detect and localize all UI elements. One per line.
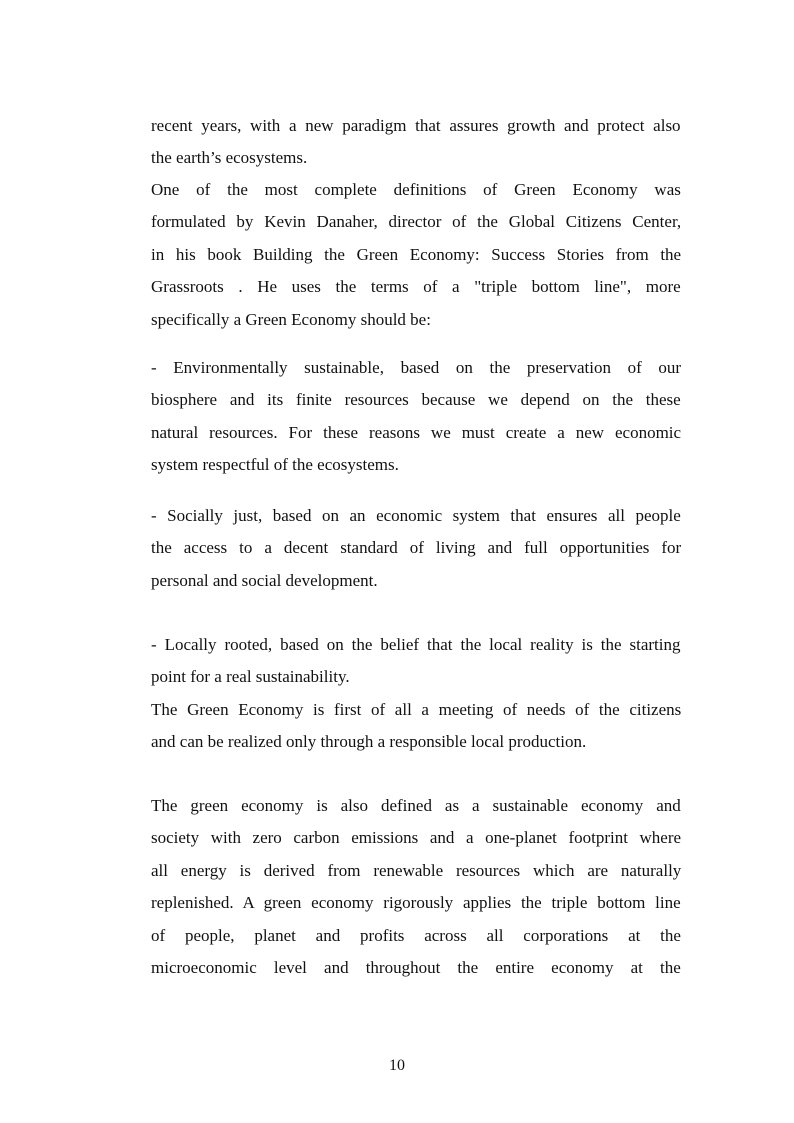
paragraph-line: replenished. A green economy rigorously applies the triple bottom line (151, 893, 681, 913)
page-number: 10 (389, 1057, 405, 1074)
paragraph-definition (151, 174, 681, 336)
paragraph-line: - Socially just, based on an economic system that ensures all people (151, 506, 681, 525)
paragraph-line: system respectful of the ecosystems. (151, 455, 399, 475)
paragraph-line: and can be realized only through a responsible local production. (151, 732, 587, 752)
paragraph-local (151, 629, 681, 694)
paragraph-line: the access to a decent standard of living and full opportunities for (151, 538, 682, 558)
paragraph-line: Grassroots . He uses the terms of a "triple bottom line", more (151, 277, 681, 297)
paragraph-line: One of the most complete definitions of Green Economy was (151, 180, 681, 199)
paragraph-line: society with zero carbon emissions and a one-planet footprint where (151, 828, 682, 848)
paragraph-environmental (151, 352, 681, 482)
paragraph-line: - Locally rooted, based on the belief that the local reality is the starting (151, 635, 681, 654)
paragraph-line: point for a real sustainability. (151, 667, 350, 687)
paragraph-line: recent years, with a new paradigm that assures growth and protect also (151, 116, 681, 135)
paragraph-line: The Green Economy is first of all a meeting of needs of the citizens (151, 700, 682, 719)
paragraph-social (151, 500, 681, 597)
paragraph-line: The green economy is also defined as a sustainable economy and (151, 796, 681, 815)
paragraph-line: of people, planet and profits across all corporations at the (151, 925, 681, 945)
paragraph-line: the earth’s ecosystems. (151, 148, 308, 168)
paragraph-line: microeconomic level and throughout the entire economy at the (151, 958, 681, 978)
paragraph-line: specifically a Green Economy should be: (151, 309, 431, 329)
paragraph-line: - Environmentally sustainable, based on the preservation of our (151, 358, 682, 377)
paragraph-line: personal and social development. (151, 570, 378, 590)
paragraph-intro (151, 110, 681, 175)
paragraph-line: all energy is derived from renewable resources which are naturally (151, 860, 682, 880)
paragraph-sustainable (151, 790, 681, 984)
paragraph-line: biosphere and its finite resources because we depend on the these (151, 390, 681, 410)
paragraph-line: natural resources. For these reasons we must create a new economic (151, 422, 682, 442)
paragraph-line: formulated by Kevin Danaher, director of the Global Citizens Center, (151, 212, 682, 232)
paragraph-needs (151, 694, 681, 759)
paragraph-line: in his book Building the Green Economy: Success Stories from the (151, 244, 682, 264)
